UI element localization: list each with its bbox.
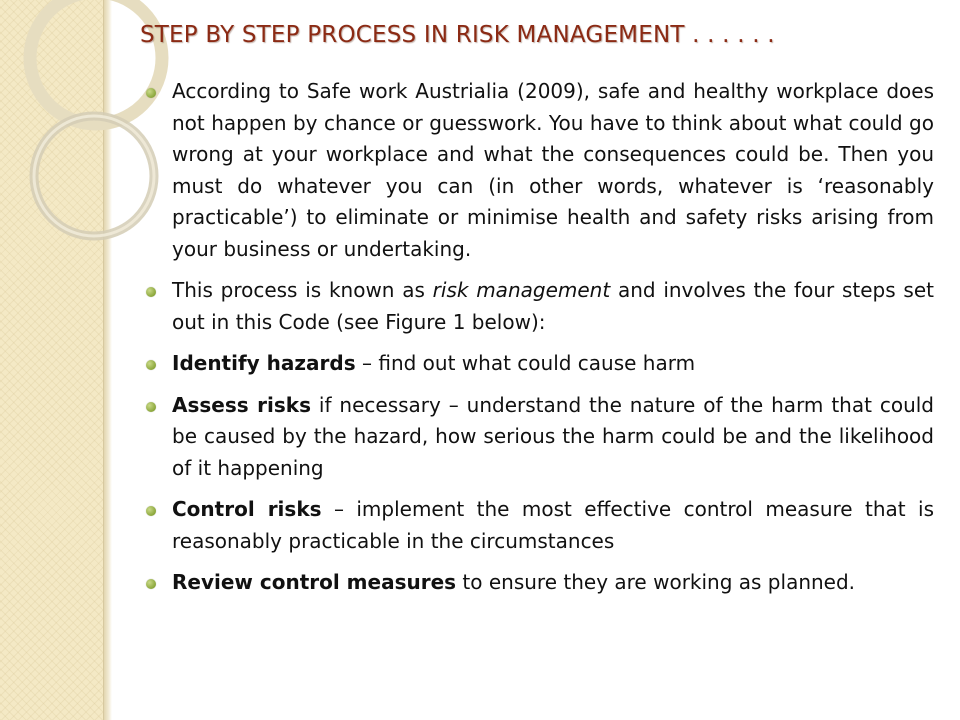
step-identify-hazards: Identify hazards <box>172 351 356 375</box>
decorative-sidebar <box>0 0 104 720</box>
bullet-icon <box>146 360 156 370</box>
list-item <box>146 348 934 380</box>
bullet-list <box>146 76 934 609</box>
bullet-text: According to Safe work Austrialia (2009), safe and healthy workplace does not happen by chance or guesswork. You have to think about what could go wrong at your workplace and what the consequences could be. Then you must do whatever you can (in other words, whatever is ‘reasonably practicable’) to eliminate or minimise health and safety risks arising from your business or undertaking. <box>172 79 934 261</box>
step-assess-risks: Assess risks <box>172 392 312 417</box>
list-item <box>146 390 934 485</box>
step-control-risks: Control risks <box>172 497 322 521</box>
bullet-lead-text: This process is known as <box>172 278 433 302</box>
step-description: – find out what could cause harm <box>355 351 696 375</box>
step-description: – implement the most effective control measure that is reasonably practicable in the circumstances <box>172 497 934 553</box>
emphasis-risk-management: risk management <box>432 278 611 302</box>
step-description: if necessary – understand the nature of the harm that could be caused by the hazard, how serious the harm could be and the likelihood of it happening <box>172 392 935 480</box>
step-review-control-measures: Review control measures <box>172 570 457 594</box>
step-description: to ensure they are working as planned. <box>456 570 856 594</box>
bullet-icon <box>146 287 156 297</box>
list-item <box>146 76 934 265</box>
bullet-icon <box>146 506 156 516</box>
bullet-icon <box>146 579 156 589</box>
bullet-rest-text: and involves the four steps set out in this Code (see Figure 1 below): <box>172 278 934 334</box>
bullet-icon <box>146 88 156 98</box>
sidebar-shadow <box>104 0 112 720</box>
slide-title: STEP BY STEP PROCESS IN RISK MANAGEMENT . . . . . . <box>140 22 775 48</box>
list-item <box>146 275 934 338</box>
list-item <box>146 567 934 599</box>
bullet-icon <box>146 402 156 412</box>
list-item <box>146 494 934 557</box>
